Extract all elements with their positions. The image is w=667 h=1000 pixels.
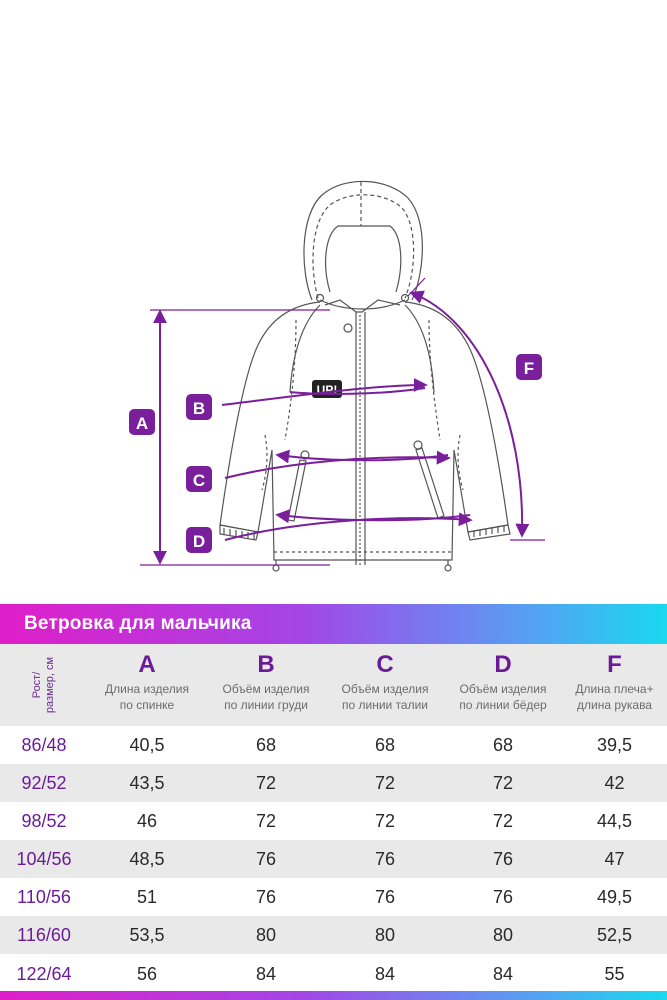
value-cell: 52,5 <box>596 924 633 945</box>
column-header-a: A Длина изделия по спинке <box>105 651 189 712</box>
value-cell: 76 <box>255 886 277 907</box>
table-header-row <box>0 644 667 726</box>
badge-a <box>129 409 155 435</box>
title-banner <box>0 604 667 644</box>
table-row <box>0 840 667 878</box>
value-cell: 68 <box>255 734 277 755</box>
value-cell: 51 <box>136 886 158 907</box>
value-cell: 72 <box>255 810 277 831</box>
value-cell: 46 <box>136 810 158 831</box>
table-row <box>0 954 667 994</box>
value-cell: 76 <box>492 848 514 869</box>
value-cell: 53,5 <box>129 924 165 945</box>
value-cell: 80 <box>492 924 514 945</box>
badge-b <box>186 394 212 420</box>
value-cell: 72 <box>492 772 514 793</box>
svg-text:C: C <box>192 471 206 490</box>
table-title: Ветровка для мальчика <box>24 613 252 634</box>
badge-c <box>186 466 212 492</box>
size-cell: 104/56 <box>16 848 72 869</box>
svg-text:B: B <box>192 399 206 418</box>
value-cell: 48,5 <box>129 848 165 869</box>
size-cell: 116/60 <box>17 924 71 945</box>
jacket-outline <box>220 181 510 571</box>
value-cell: 56 <box>136 963 158 984</box>
row-header-cell <box>0 644 88 726</box>
value-cell: 76 <box>374 886 396 907</box>
value-cell: 72 <box>492 810 514 831</box>
value-cell: 84 <box>374 963 396 984</box>
value-cell: 44,5 <box>596 810 633 831</box>
row-header-label: Рост/ размер, см <box>31 656 56 714</box>
value-cell: 84 <box>492 963 514 984</box>
column-header-b: B Объём изделия по линии груди <box>222 651 310 712</box>
svg-text:D: D <box>192 532 206 551</box>
column-header-f: F Длина плеча+ длина рукава <box>575 651 654 712</box>
size-table <box>0 644 667 994</box>
value-cell: 72 <box>374 772 396 793</box>
size-cell: 110/56 <box>17 886 71 907</box>
table-row <box>0 878 667 916</box>
value-cell: 72 <box>255 772 277 793</box>
value-cell: 80 <box>255 924 277 945</box>
value-cell: 72 <box>374 810 396 831</box>
bottom-gradient-bar <box>0 991 667 1000</box>
table-row <box>0 802 667 840</box>
patch-text: UP! <box>316 383 338 397</box>
column-header-d: D Объём изделия по линии бёдер <box>459 651 547 712</box>
value-cell: 49,5 <box>596 886 633 907</box>
value-cell: 42 <box>604 772 625 793</box>
table-row <box>0 764 667 802</box>
column-header-c: C Объём изделия по линии талии <box>341 651 429 712</box>
svg-text:A: A <box>135 414 149 433</box>
value-cell: 39,5 <box>596 734 633 755</box>
value-cell: 76 <box>255 848 277 869</box>
svg-text:F: F <box>523 359 535 378</box>
value-cell: 43,5 <box>129 772 165 793</box>
value-cell: 55 <box>604 963 625 984</box>
measurement-lines <box>140 278 545 565</box>
chest-patch <box>312 380 342 398</box>
table-row <box>0 916 667 954</box>
value-cell: 40,5 <box>129 734 165 755</box>
value-cell: 76 <box>492 886 514 907</box>
size-cell: 86/48 <box>21 734 67 755</box>
value-cell: 76 <box>374 848 396 869</box>
size-cell: 92/52 <box>21 772 67 793</box>
value-cell: 68 <box>374 734 396 755</box>
value-cell: 68 <box>492 734 514 755</box>
size-cell: 122/64 <box>16 963 72 984</box>
value-cell: 47 <box>604 848 625 869</box>
size-cell: 98/52 <box>21 810 67 831</box>
badge-d <box>186 527 212 553</box>
badge-f <box>516 354 542 380</box>
value-cell: 84 <box>255 963 277 984</box>
table-row <box>0 726 667 764</box>
value-cell: 80 <box>374 924 396 945</box>
